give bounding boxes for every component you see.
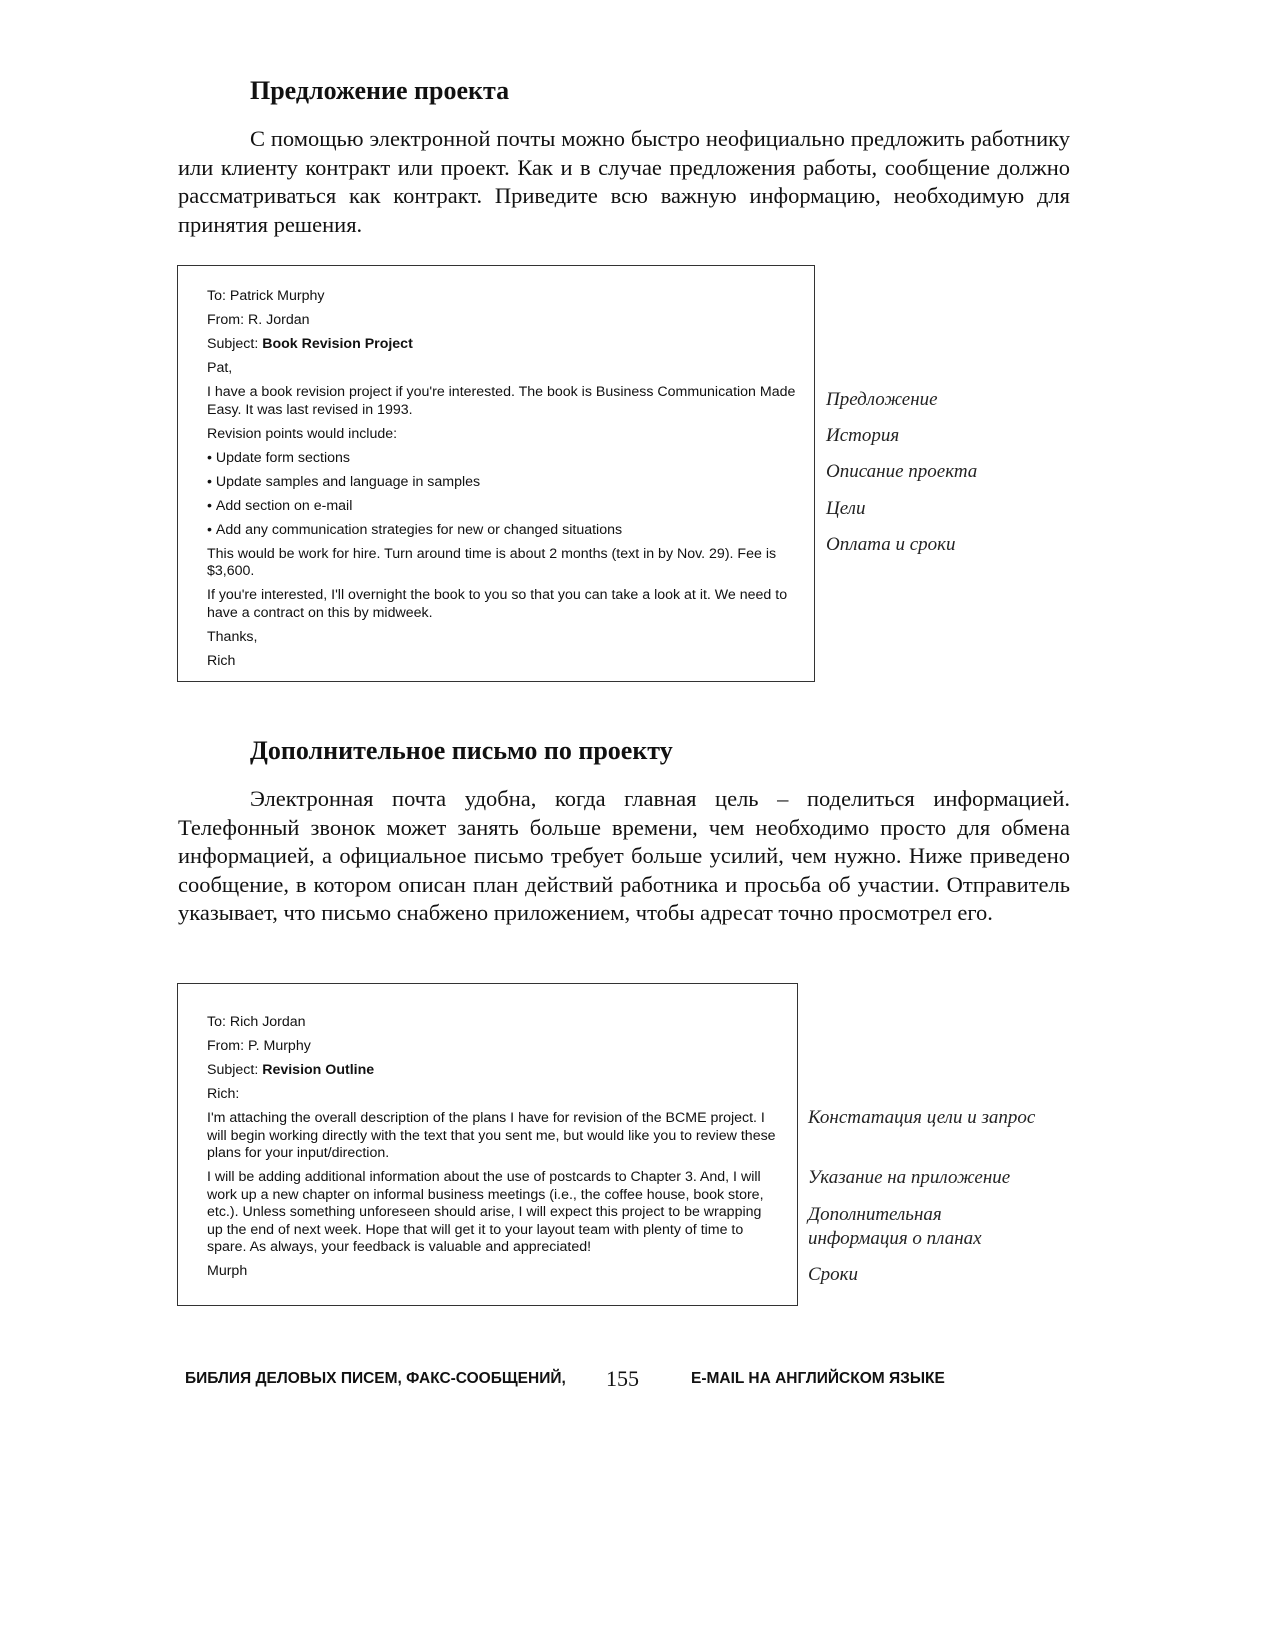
email-subject [207,1062,779,1080]
margin-note: Дополнительная информация о планах [808,1204,982,1249]
margin-note: История [826,425,900,446]
section-paragraph-project-proposal: С помощью электронной почты можно быстро неофициально предложить работнику или клиенту контракт или проект. Как и в случае предложения работы, сообщение должно рассматриваться как контракт. Приведите всю важную информацию, необходимую для принятия решения. [178,126,1070,237]
email-signature: Rich [207,652,236,669]
margin-note: Оплата и сроки [826,534,956,555]
email-bullet-item: • Update samples and language in samples [207,474,796,492]
email-bullet-item: • Update form sections [207,450,796,468]
footer-left-title: БИБЛИЯ ДЕЛОВЫХ ПИСЕМ, ФАКС-СООБЩЕНИЙ, [185,1370,566,1387]
email-paragraph: Revision points would include: [207,425,398,442]
email-subject-label: Subject: [207,336,263,352]
email-subject-value: Book Revision Project [262,336,413,352]
section-paragraph-follow-up: Электронная почта удобна, когда главная цель – поделиться информацией. Телефонный звонок может занять больше времени, чем необходимо просто для обмена информацией, а официальное письмо требует больше усилий, чем нужно. Ниже приведено сообщение, в котором описан план действий работника и просьба об участии. Отправитель указывает, что письмо снабжено приложением, чтобы адресат точно просмотрел его. [178,786,1070,926]
margin-note: Указание на приложение [808,1167,1011,1188]
section-heading-project-proposal: Предложение проекта [250,76,510,105]
email-bullet-item: • Add section on e-mail [207,498,796,516]
email-closing: Thanks, [207,628,258,645]
email-paragraph: I have a book revision project if you're interested. The book is Business Communication Made Easy. It was last revised in 1993. [207,384,796,418]
email-example-follow-up [177,983,798,1306]
email-paragraph: This would be work for hire. Turn around time is about 2 months (text in by Nov. 29). Fee is $3,600. [207,545,777,579]
email-from: From: R. Jordan [207,312,310,328]
email-subject-value: Revision Outline [262,1062,375,1078]
section-heading-follow-up: Дополнительное письмо по проекту [250,736,673,765]
email-example-proposal [177,265,815,682]
page-number: 155 [606,1366,639,1391]
margin-note: Предложение [826,389,938,410]
email-paragraph: If you're interested, I'll overnight the book to you so that you can take a look at it. We need to have a contract on this by midweek. [207,587,788,621]
email-from: From: P. Murphy [207,1038,311,1054]
margin-note: Констатация цели и запрос [808,1107,1036,1128]
margin-note: Цели [826,498,866,519]
margin-note: Сроки [808,1264,859,1285]
email-to: To: Rich Jordan [207,1014,306,1030]
email-greeting: Pat, [207,360,233,376]
email-to: To: Patrick Murphy [207,288,325,304]
email-subject-label: Subject: [207,1062,263,1078]
email-paragraph: I'm attaching the overall description of the plans I have for revision of the BCME project. I will begin working directly with the text that you sent me, but would like you to review these plans for your input/direction. [207,1110,776,1161]
email-bullet-item: • Add any communication strategies for new or changed situations [207,522,796,540]
email-subject [207,336,796,354]
email-paragraph: I will be adding additional information about the use of postcards to Chapter 3. And, I will work up a new chapter on informal business meetings (i.e., the coffee house, book store, etc.). Unless something unforeseen should arise, I will expect this project to be wrapping up the end of next week. Hope that will get it to your layout team with plenty of time to spare. As always, your feedback is valuable and appreciated! [207,1169,764,1255]
email-signature: Murph [207,1263,248,1279]
email-greeting: Rich: [207,1086,240,1102]
margin-note: Описание проекта [826,461,978,482]
footer-right-title: E-MAIL НА АНГЛИЙСКОМ ЯЗЫКЕ [691,1370,945,1387]
